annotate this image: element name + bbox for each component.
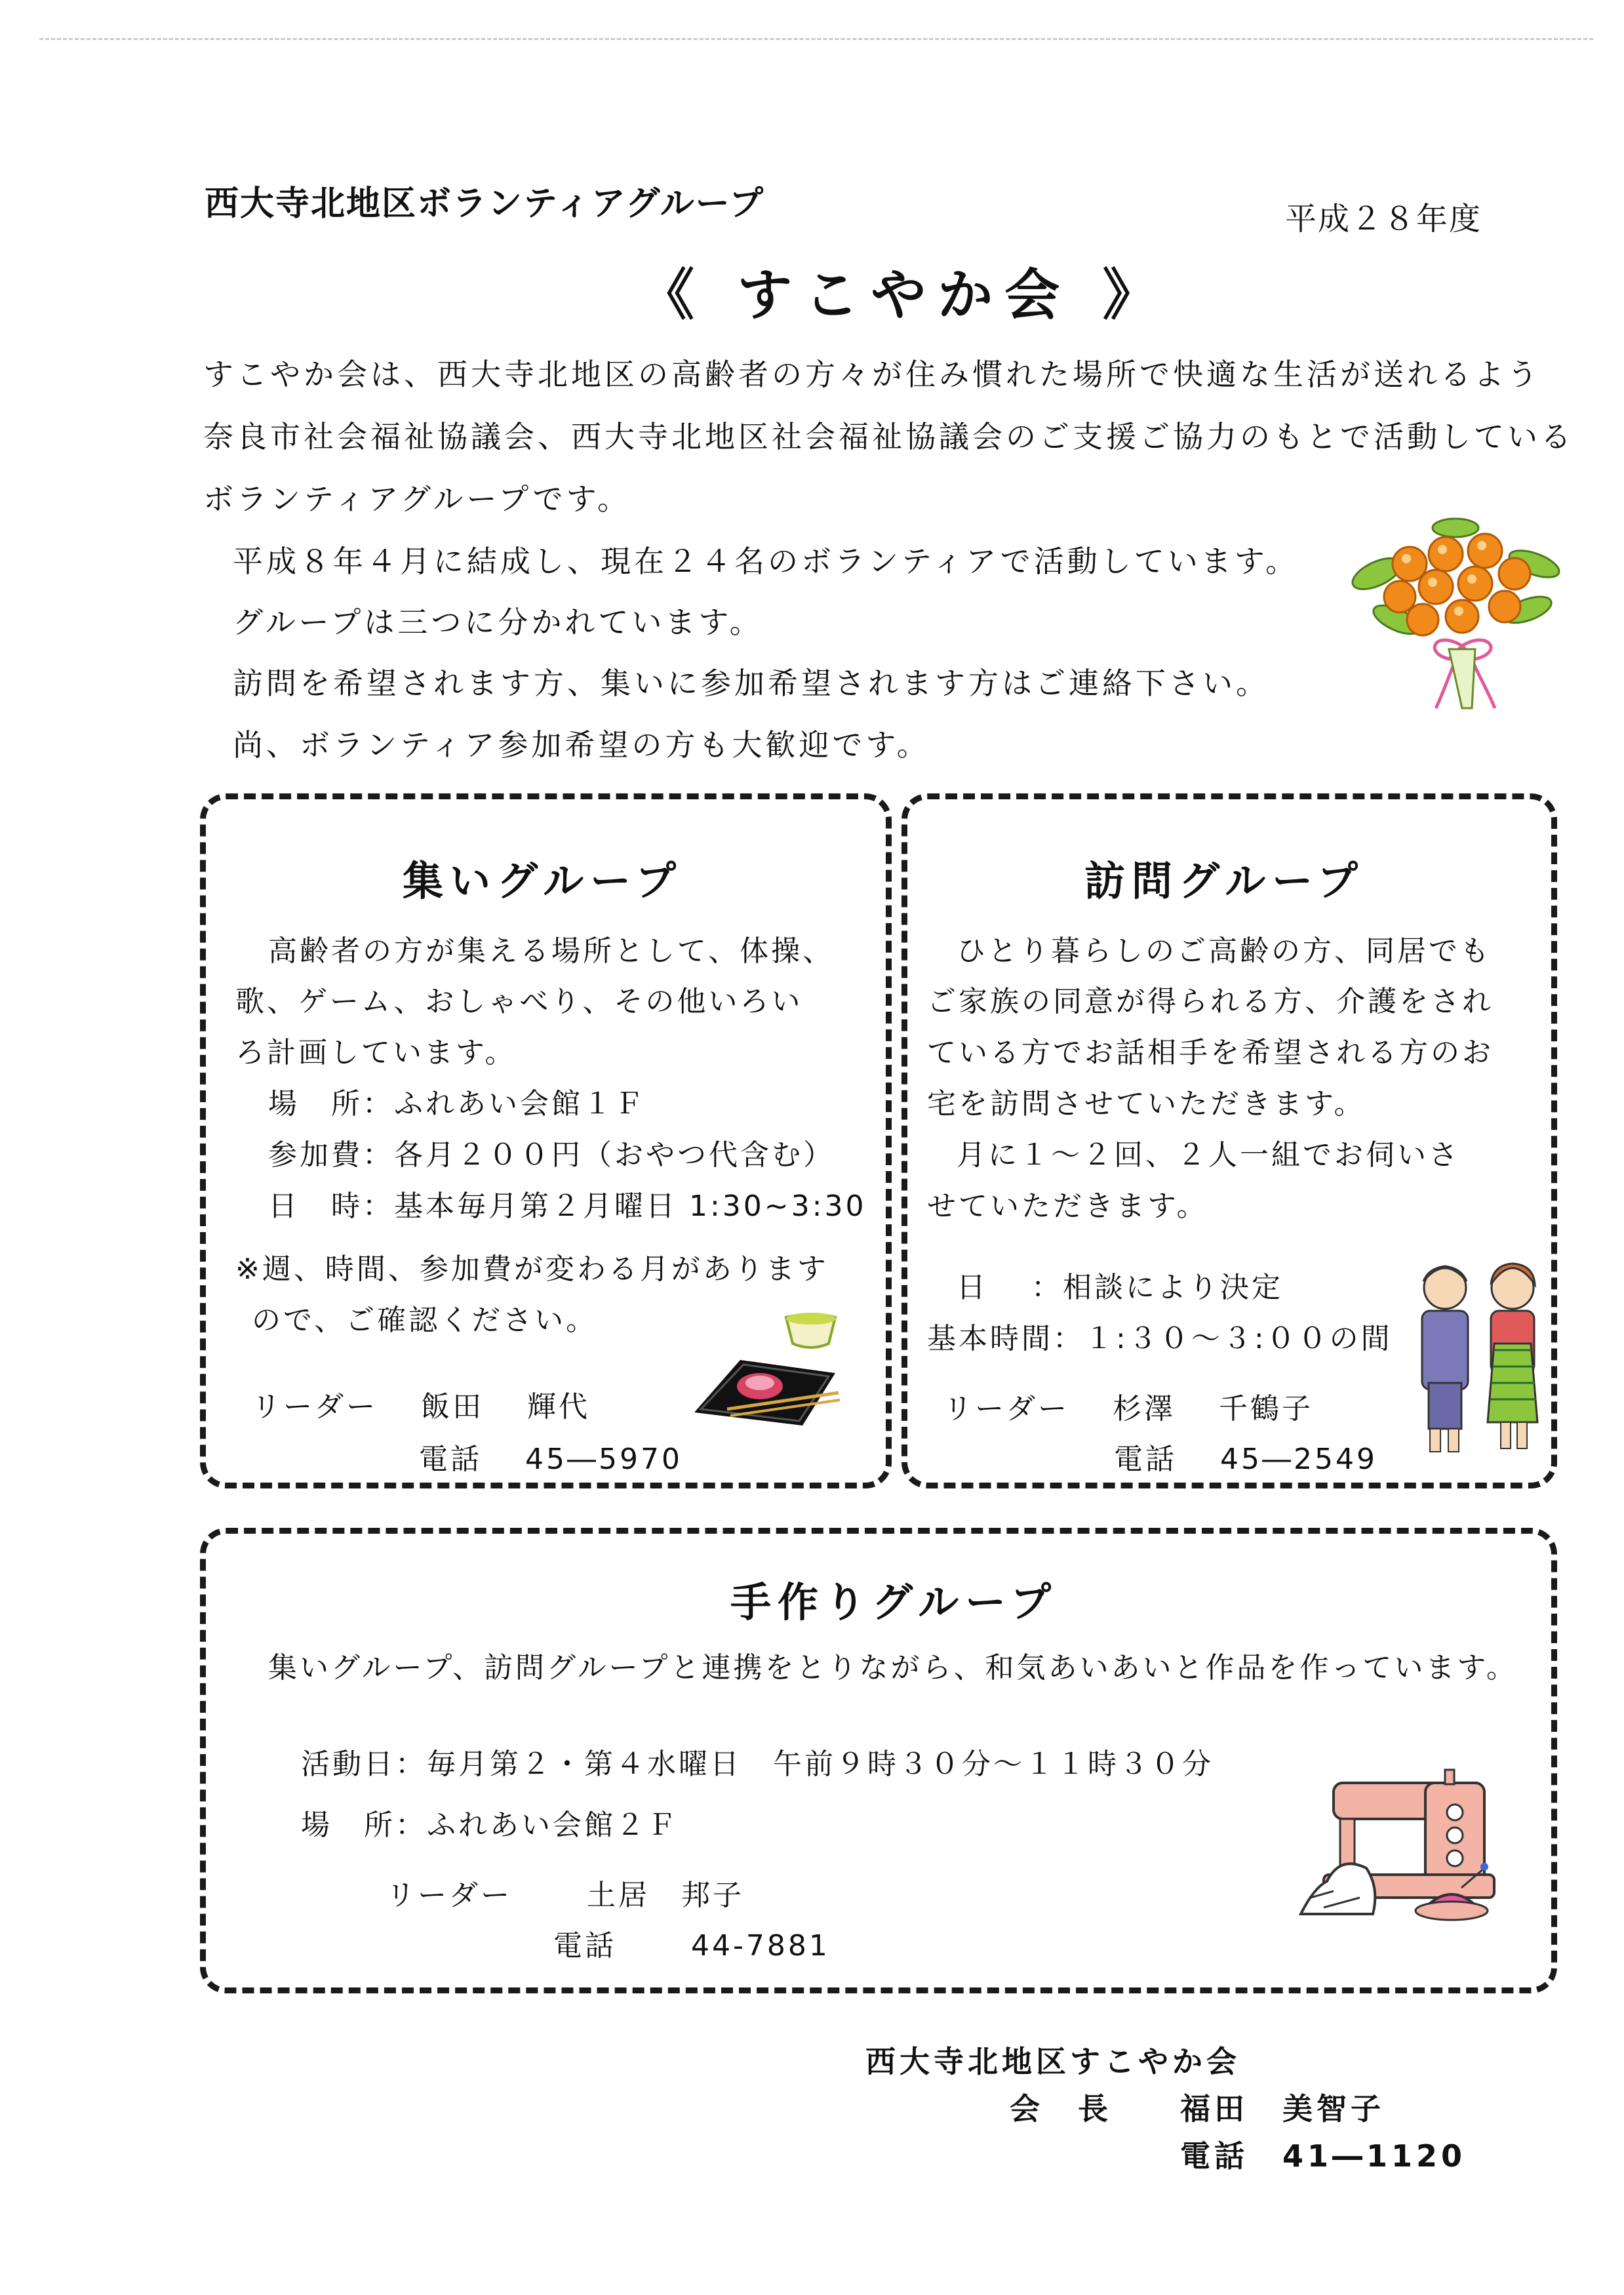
intro-line: 尚、ボランティア参加希望の方も大歓迎です。 (233, 727, 930, 763)
houmon-desc-line: せていただきます。 (927, 1189, 1208, 1223)
footer-president: 会 長 福田 美智子 (1010, 2091, 1385, 2126)
houmon-time: 基本時間：１:３０～３:００の間 (927, 1322, 1393, 1355)
intro-line: 奈良市社会福祉協議会、西大寺北地区社会福祉協議会のご支援ご協力のもとで活動している (203, 419, 1574, 454)
tsudoi-date: 日 時：基本毎月第２月曜日 1:30~3:30 (268, 1189, 867, 1223)
tezukuri-title: 手作りグループ (730, 1578, 1058, 1626)
elderly-women-illustration (1409, 1252, 1550, 1462)
tea-sweets-illustration (688, 1298, 845, 1429)
tsudoi-note: ので、ご確認ください。 (252, 1304, 598, 1337)
houmon-desc-line: 宅を訪問させていただきます。 (927, 1087, 1366, 1121)
intro-line: ボランティアグループです。 (203, 481, 631, 517)
tsudoi-fee: 参加費：各月２００円（おやつ代含む） (268, 1138, 835, 1172)
bouquet-illustration (1337, 511, 1567, 721)
page-title: 《 すこやか会 》 (639, 263, 1170, 327)
houmon-day: 日 ：相談により決定 (957, 1271, 1283, 1304)
fiscal-year: 平成２８年度 (1285, 201, 1482, 237)
tsudoi-group-box (200, 793, 892, 1488)
intro-line: すこやか会は、西大寺北地区の高齢者の方々が住み慣れた場所で快適な生活が送れるよう (203, 357, 1541, 392)
houmon-desc-line: ご家族の同意が得られる方、介護をされ (927, 985, 1494, 1018)
houmon-desc-line: ている方でお話相手を希望される方のお (927, 1036, 1494, 1069)
tezukuri-desc: 集いグループ、訪問グループと連携をとりながら、和気あいあいと作品を作っています。 (268, 1651, 1518, 1685)
tezukuri-place: 場 所：ふれあい会館２Ｆ (301, 1808, 679, 1842)
tezukuri-day: 活動日：毎月第２・第４水曜日 午前９時３０分～１１時３０分 (301, 1747, 1214, 1781)
tezukuri-leader: リーダー 土居 邦子 (386, 1879, 744, 1912)
organization-name: 西大寺北地区ボランティアグループ (205, 184, 765, 224)
sewing-machine-illustration (1288, 1757, 1511, 1927)
houmon-phone: 電話 45―2549 (1114, 1443, 1377, 1476)
houmon-desc-line: 月に１～２回、２人一組でお伺いさ (957, 1138, 1460, 1172)
houmon-group-box (901, 793, 1557, 1488)
tsudoi-phone: 電話 45―5970 (419, 1443, 683, 1476)
houmon-desc-line: ひとり暮らしのご高齢の方、同居でも (957, 934, 1492, 968)
intro-line: グループは三つに分かれています。 (233, 605, 763, 640)
tsudoi-leader: リーダー 飯田 輝代 (252, 1390, 590, 1424)
houmon-leader: リーダー 杉澤 千鶴子 (943, 1392, 1313, 1426)
tsudoi-desc-line: 歌、ゲーム、おしゃべり、その他いろい (235, 985, 803, 1018)
tsudoi-title: 集いグループ (403, 857, 683, 905)
top-dashed-line (39, 38, 1593, 40)
footer-phone: 電話 41―1120 (1180, 2138, 1467, 2174)
tezukuri-phone: 電話 44-7881 (553, 1929, 830, 1963)
houmon-title: 訪問グループ (1084, 857, 1365, 905)
tsudoi-note: ※週、時間、参加費が変わる月があります (235, 1252, 829, 1286)
intro-line: 訪問を希望されます方、集いに参加希望されます方はご連絡下さい。 (233, 666, 1269, 701)
tsudoi-desc-line: ろ計画しています。 (235, 1036, 517, 1069)
tsudoi-desc-line: 高齢者の方が集える場所として、体操、 (268, 934, 835, 968)
tezukuri-group-box (200, 1528, 1557, 1993)
footer-org: 西大寺北地区すこやか会 (865, 2044, 1240, 2079)
intro-line: 平成８年４月に結成し、現在２４名のボランティアで活動しています。 (233, 544, 1299, 579)
tsudoi-place: 場 所：ふれあい会館１Ｆ (268, 1087, 646, 1121)
